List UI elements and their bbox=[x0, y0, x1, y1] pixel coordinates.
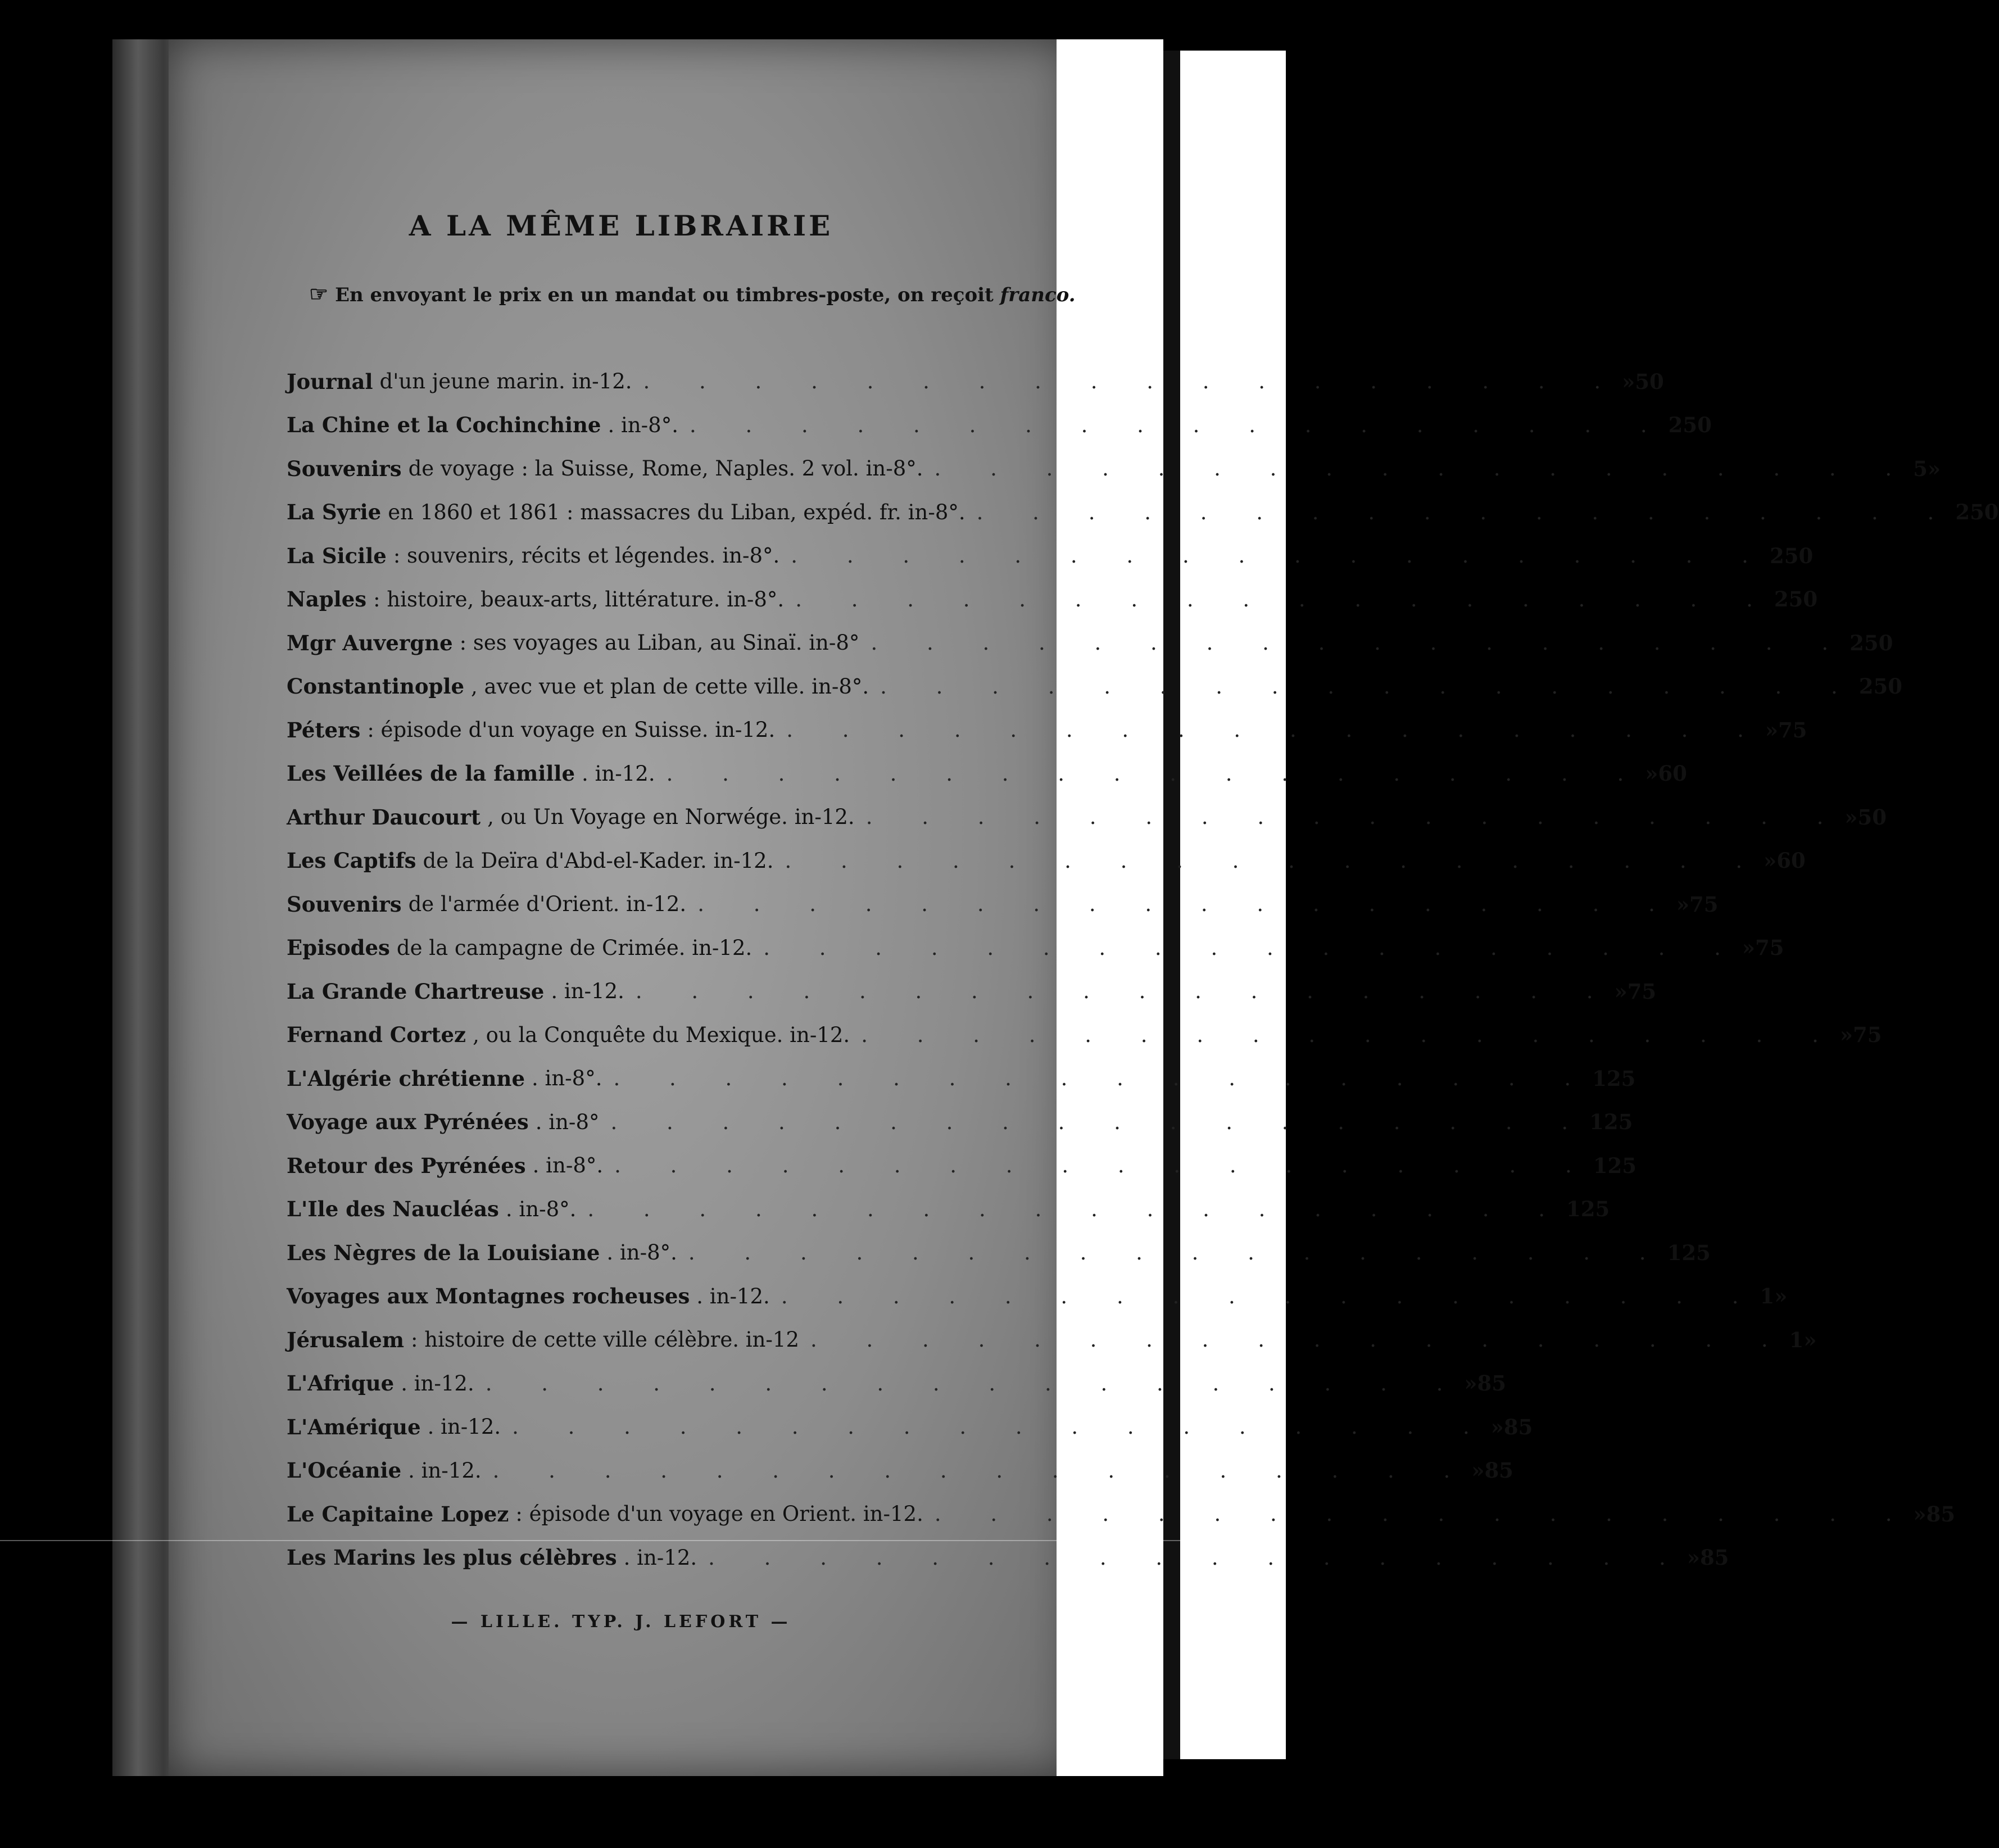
price-centimes: 75 bbox=[1778, 717, 1807, 742]
leader-dots: . . . . . . . . . . . . . . . . . . bbox=[688, 1240, 1667, 1265]
entry-title: La Sicile bbox=[287, 543, 387, 568]
catalog-entry bbox=[287, 839, 1806, 883]
entry-title: Souvenirs bbox=[287, 456, 402, 481]
price-centimes: 25 bbox=[1606, 1066, 1636, 1091]
entry-title: Péters bbox=[287, 717, 361, 742]
entry-description: , avec vue et plan de cette ville. in-8°. bbox=[471, 674, 869, 699]
price-centimes: 50 bbox=[1635, 369, 1664, 394]
entry-title: Voyage aux Pyrénées bbox=[287, 1109, 529, 1135]
price-centimes: 85 bbox=[1477, 1371, 1506, 1396]
catalog-entry bbox=[287, 1362, 1506, 1406]
leader-dots: . . . . . . . . . . . . . . . . . . bbox=[810, 1328, 1789, 1352]
price-francs: 1 bbox=[1593, 1153, 1608, 1178]
price-francs: 1 bbox=[1589, 1109, 1604, 1135]
leader-dots: . . . . . . . . . . . . . . . . . . bbox=[795, 587, 1774, 612]
entry-title: Fernand Cortez bbox=[287, 1022, 466, 1048]
price-centimes: 75 bbox=[1852, 1022, 1882, 1048]
entry-title: Le Capitaine Lopez bbox=[287, 1501, 509, 1527]
entry-title: L'Algérie chrétienne bbox=[287, 1066, 525, 1091]
entry-title: Jérusalem bbox=[287, 1327, 404, 1352]
leader-dots: . . . . . . . . . . . . . . . . . . bbox=[587, 1197, 1567, 1221]
entry-description: : souvenirs, récits et légendes. in-8°. bbox=[393, 543, 780, 568]
leader-dots: . . . . . . . . . . . . . . . . . . bbox=[512, 1415, 1491, 1439]
leader-dots: . . . . . . . . . . . . . . . . . . bbox=[861, 1022, 1840, 1047]
entry-description: . in-8°. bbox=[532, 1153, 604, 1178]
entry-description: . in-12. bbox=[551, 979, 624, 1004]
price-francs: 1 bbox=[1592, 1066, 1607, 1091]
price-francs: » bbox=[1464, 1371, 1477, 1396]
entry-description: . in-12. bbox=[582, 761, 655, 786]
price-centimes: » bbox=[1774, 1284, 1788, 1309]
price-francs: 2 bbox=[1859, 674, 1874, 699]
catalog-entry bbox=[287, 1100, 1633, 1144]
leader-dots: . . . . . . . . . . . . . . . . . . bbox=[880, 674, 1859, 699]
entry-title: La Syrie bbox=[287, 500, 382, 525]
price-centimes: 50 bbox=[1864, 630, 1893, 655]
price-centimes: 85 bbox=[1503, 1414, 1533, 1439]
catalog-entry bbox=[287, 1536, 1729, 1580]
price-francs: » bbox=[1765, 717, 1779, 742]
entry-description: . in-8°. bbox=[505, 1197, 577, 1221]
entry-title: Souvenirs bbox=[287, 891, 402, 917]
price-francs: » bbox=[1764, 848, 1777, 873]
leader-dots: . . . . . . . . . . . . . . . . . . bbox=[791, 543, 1770, 568]
catalog-entry bbox=[287, 708, 1807, 752]
catalog-entry bbox=[287, 1144, 1637, 1188]
entry-description: . in-12. bbox=[401, 1371, 474, 1396]
price-centimes: 50 bbox=[1970, 500, 1999, 525]
entry-description: : épisode d'un voyage en Suisse. in-12. bbox=[367, 718, 776, 742]
price-francs: 2 bbox=[1774, 587, 1789, 612]
price-francs: 5 bbox=[1913, 456, 1928, 481]
entry-description: : épisode d'un voyage en Orient. in-12. bbox=[515, 1502, 923, 1527]
entry-title: L'Ile des Naucléas bbox=[287, 1197, 499, 1222]
entry-title: Episodes bbox=[287, 935, 390, 961]
price-centimes: 25 bbox=[1603, 1109, 1633, 1135]
notice-text: En envoyant le prix en un mandat ou timbres-poste, on reçoit bbox=[335, 284, 994, 306]
price-francs: » bbox=[1913, 1501, 1927, 1527]
entry-title: Journal bbox=[287, 369, 373, 394]
catalog-entry bbox=[287, 621, 1893, 665]
pointing-hand-icon: ☞ bbox=[309, 281, 329, 306]
price-francs: » bbox=[1676, 891, 1689, 917]
book-catalog-list bbox=[287, 360, 1999, 1579]
entry-title: La Chine et la Cochinchine bbox=[287, 413, 601, 438]
price-centimes: » bbox=[1927, 456, 1941, 481]
entry-title: Les Captifs bbox=[287, 848, 416, 873]
entry-description: . in-12. bbox=[623, 1545, 697, 1570]
catalog-entry bbox=[287, 795, 1887, 839]
price-francs: » bbox=[1622, 369, 1635, 394]
entry-title: L'Amérique bbox=[287, 1414, 421, 1439]
price-centimes: 85 bbox=[1484, 1458, 1513, 1483]
price-centimes: 50 bbox=[1873, 674, 1903, 699]
price-centimes: 25 bbox=[1607, 1153, 1637, 1178]
entry-description: en 1860 et 1861 : massacres du Liban, expéd. fr. in-8°. bbox=[388, 500, 965, 524]
leader-dots: . . . . . . . . . . . . . . . . . . bbox=[643, 369, 1622, 394]
catalog-entry bbox=[287, 491, 1999, 535]
catalog-entry bbox=[287, 1013, 1882, 1057]
leader-dots: . . . . . . . . . . . . . . . . . . bbox=[610, 1109, 1590, 1134]
price-centimes: 50 bbox=[1784, 543, 1814, 568]
catalog-entry bbox=[287, 404, 1712, 447]
catalog-entry bbox=[287, 1231, 1711, 1275]
entry-title: La Grande Chartreuse bbox=[287, 979, 545, 1004]
leader-dots: . . . . . . . . . . . . . . . . . . bbox=[614, 1153, 1593, 1178]
price-francs: » bbox=[1844, 804, 1858, 830]
catalog-entry bbox=[287, 578, 1818, 622]
notice-franco: franco. bbox=[1000, 284, 1076, 306]
entry-description: , ou la Conquête du Mexique. in-12. bbox=[473, 1022, 850, 1047]
price-francs: 2 bbox=[1769, 543, 1784, 568]
price-centimes: 50 bbox=[1857, 804, 1887, 830]
catalog-entry bbox=[287, 360, 1664, 404]
entry-title: Retour des Pyrénées bbox=[287, 1153, 526, 1178]
price-centimes: 50 bbox=[1683, 413, 1712, 438]
leader-dots: . . . . . . . . . . . . . . . . . . bbox=[485, 1371, 1465, 1396]
entry-title: Constantinople bbox=[287, 674, 465, 699]
catalog-entry bbox=[287, 447, 1941, 491]
price-centimes: » bbox=[1803, 1327, 1817, 1352]
entry-title: Voyages aux Montagnes rocheuses bbox=[287, 1284, 690, 1309]
leader-dots: . . . . . . . . . . . . . . . . . . bbox=[689, 413, 1669, 437]
catalog-entry bbox=[287, 1057, 1636, 1100]
price-francs: » bbox=[1839, 1022, 1853, 1048]
entry-title: Les Marins les plus célèbres bbox=[287, 1545, 617, 1570]
price-francs: 1 bbox=[1566, 1197, 1581, 1222]
catalog-entry bbox=[287, 1188, 1610, 1231]
price-francs: 2 bbox=[1668, 413, 1683, 438]
catalog-entry bbox=[287, 970, 1657, 1013]
price-francs: 1 bbox=[1667, 1240, 1682, 1265]
leader-dots: . . . . . . . . . . . . . . . . . . bbox=[492, 1458, 1472, 1483]
leader-dots: . . . . . . . . . . . . . . . . . . bbox=[635, 979, 1615, 1004]
price-francs: » bbox=[1645, 761, 1658, 786]
price-centimes: 75 bbox=[1689, 891, 1719, 917]
catalog-entry bbox=[287, 534, 1814, 578]
leader-dots: . . . . . . . . . . . . . . . . . . bbox=[613, 1066, 1593, 1091]
catalog-entry bbox=[287, 665, 1903, 709]
scan-artifact-line bbox=[0, 1540, 1286, 1541]
price-centimes: 25 bbox=[1681, 1240, 1711, 1265]
leader-dots: . . . . . . . . . . . . . . . . . . bbox=[865, 805, 1845, 830]
price-francs: » bbox=[1490, 1414, 1504, 1439]
page-heading: A LA MÊME LIBRAIRIE bbox=[409, 209, 833, 242]
price-francs: 1 bbox=[1760, 1284, 1775, 1309]
entry-description: . in-8°. bbox=[608, 413, 678, 437]
catalog-entry bbox=[287, 752, 1687, 796]
leader-dots: . . . . . . . . . . . . . . . . . . bbox=[785, 848, 1764, 873]
entry-title: Mgr Auvergne bbox=[287, 630, 453, 655]
price-francs: 2 bbox=[1955, 500, 1970, 525]
leader-dots: . . . . . . . . . . . . . . . . . . bbox=[786, 718, 1765, 742]
entry-description: de la campagne de Crimée. in-12. bbox=[396, 935, 753, 960]
price-francs: » bbox=[1614, 979, 1628, 1004]
entry-title: Arthur Daucourt bbox=[287, 804, 481, 830]
entry-title: L'Afrique bbox=[287, 1371, 395, 1396]
catalog-entry bbox=[287, 1318, 1817, 1362]
entry-description: de voyage : la Suisse, Rome, Naples. 2 vol. in-8°. bbox=[408, 456, 923, 481]
leader-dots: . . . . . . . . . . . . . . . . . . bbox=[708, 1545, 1687, 1570]
price-centimes: 60 bbox=[1776, 848, 1806, 873]
entry-title: Les Veillées de la famille bbox=[287, 761, 575, 786]
entry-description: d'un jeune marin. in-12. bbox=[379, 369, 632, 394]
leader-dots: . . . . . . . . . . . . . . . . . . bbox=[666, 761, 1646, 786]
entry-title: Naples bbox=[287, 587, 367, 612]
catalog-entry bbox=[287, 1405, 1533, 1449]
price-francs: » bbox=[1687, 1545, 1700, 1570]
catalog-entry bbox=[287, 1275, 1788, 1319]
entry-description: : histoire, beaux-arts, littérature. in-8°. bbox=[373, 587, 785, 612]
catalog-entry bbox=[287, 882, 1719, 926]
price-centimes: 85 bbox=[1926, 1501, 1956, 1527]
entry-description: : histoire de cette ville célèbre. in-12 bbox=[411, 1328, 800, 1352]
price-francs: 2 bbox=[1850, 630, 1864, 655]
entry-description: . in-8°. bbox=[531, 1066, 602, 1091]
price-centimes: 75 bbox=[1627, 979, 1657, 1004]
entry-description: . in-12. bbox=[408, 1458, 482, 1483]
price-centimes: 85 bbox=[1699, 1545, 1729, 1570]
price-centimes: 60 bbox=[1658, 761, 1687, 786]
price-francs: » bbox=[1471, 1458, 1485, 1483]
entry-description: . in-8° bbox=[535, 1109, 600, 1134]
catalog-entry bbox=[287, 1492, 1956, 1536]
leader-dots: . . . . . . . . . . . . . . . . . . bbox=[781, 1284, 1760, 1308]
price-centimes: 25 bbox=[1580, 1197, 1610, 1222]
entry-description: : ses voyages au Liban, au Sinaï. in-8° bbox=[459, 631, 860, 655]
entry-description: . in-12. bbox=[427, 1415, 501, 1439]
entry-description: de l'armée d'Orient. in-12. bbox=[408, 892, 687, 917]
entry-description: . in-12. bbox=[696, 1284, 770, 1308]
catalog-entry bbox=[287, 1449, 1513, 1493]
entry-description: , ou Un Voyage en Norwége. in-12. bbox=[487, 805, 855, 830]
entry-description: . in-8°. bbox=[606, 1240, 677, 1265]
leader-dots: . . . . . . . . . . . . . . . . . . bbox=[934, 456, 1914, 481]
price-francs: » bbox=[1742, 935, 1756, 961]
price-francs: 1 bbox=[1789, 1327, 1804, 1352]
entry-title: L'Océanie bbox=[287, 1458, 402, 1483]
leader-dots: . . . . . . . . . . . . . . . . . . bbox=[763, 935, 1742, 960]
price-centimes: 50 bbox=[1788, 587, 1818, 612]
order-notice bbox=[309, 281, 1076, 306]
entry-title: Les Nègres de la Louisiane bbox=[287, 1240, 600, 1265]
leader-dots: . . . . . . . . . . . . . . . . . . bbox=[976, 500, 1956, 524]
leader-dots: . . . . . . . . . . . . . . . . . . bbox=[697, 892, 1676, 917]
leader-dots: . . . . . . . . . . . . . . . . . . bbox=[934, 1502, 1914, 1527]
leader-dots: . . . . . . . . . . . . . . . . . . bbox=[871, 631, 1850, 655]
catalog-entry bbox=[287, 926, 1784, 970]
entry-description: de la Deïra d'Abd-el-Kader. in-12. bbox=[423, 848, 774, 873]
price-centimes: 75 bbox=[1755, 935, 1784, 961]
printer-imprint: — LILLE. TYP. J. LEFORT — bbox=[451, 1612, 791, 1632]
